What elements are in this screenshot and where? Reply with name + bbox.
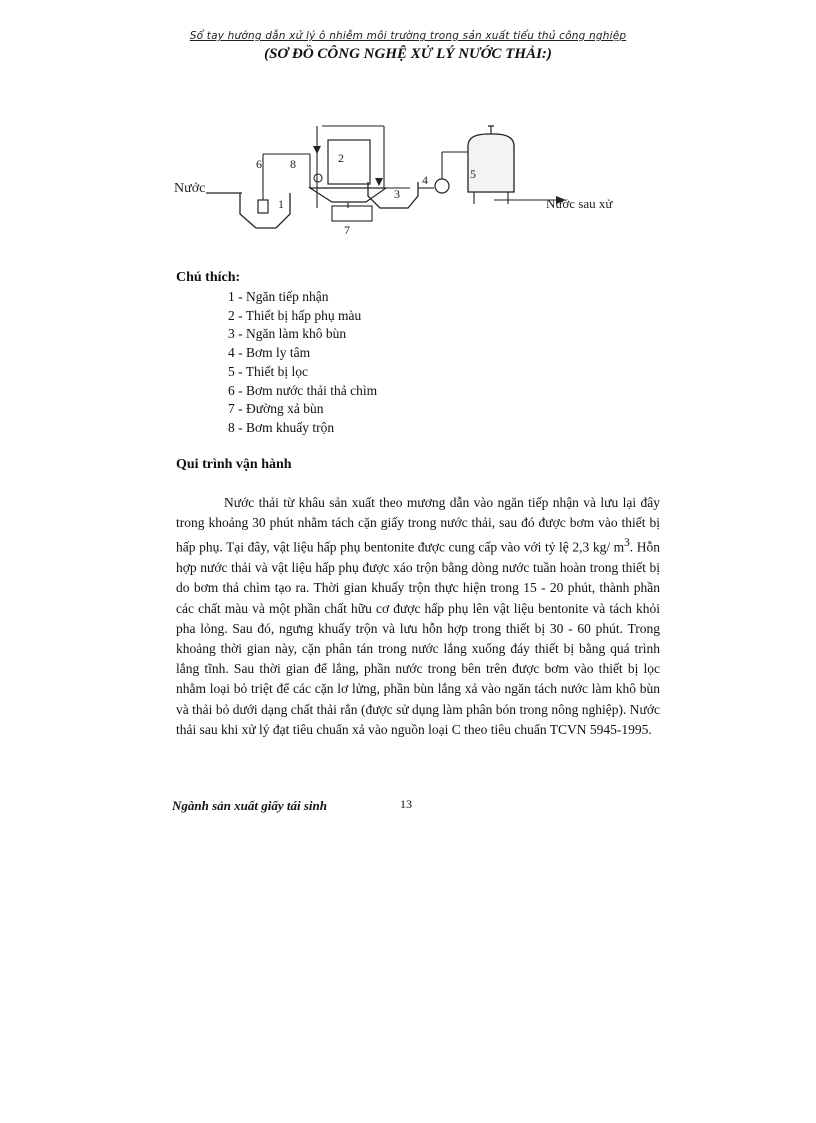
feed-arrow	[313, 146, 321, 154]
diagram-title: (SƠ ĐỒ CÔNG NGHỆ XỬ LÝ NƯỚC THẢI:)	[264, 46, 552, 62]
legend-item: 7 - Đường xả bùn	[228, 401, 324, 417]
legend-item: 5 - Thiết bị lọc	[228, 363, 308, 379]
process-diagram	[172, 96, 642, 242]
procedure-text-part-1: Nước thải từ khâu sản xuất theo mương dẫn vào ngăn tiếp nhận và lưu lại đây trong khoảng 30 phút nhằm tách cặn giấy trong nước thải, sau đó được bơm vào thiết bị hấp phụ. Tại đây, vật liệu hấp phụ bentonite được cung cấp vào với tỷ lệ 2,3 kg/ m	[176, 495, 660, 555]
diagram-number-4: 4	[422, 173, 428, 187]
procedure-title: Qui trình vận hành	[176, 457, 292, 472]
centrifugal-pump	[435, 179, 449, 193]
diagram-number-7: 7	[344, 223, 350, 237]
diagram-number-5: 5	[470, 167, 476, 181]
diagram-number-8: 8	[290, 157, 296, 171]
diagram-number-6: 6	[256, 157, 262, 171]
tank3-arrow	[375, 178, 383, 186]
submersible-pump	[258, 200, 268, 213]
legend-title: Chú thích:	[176, 270, 241, 285]
diagram-number-2: 2	[338, 151, 344, 165]
legend-item: 1 - Ngăn tiếp nhận	[228, 289, 329, 304]
page-number: 13	[400, 797, 412, 811]
legend-item: 6 - Bơm nước thải thả chìm	[228, 382, 378, 398]
adsorber-cone	[310, 188, 386, 202]
legend-item: 4 - Bơm ly tâm	[228, 345, 311, 361]
diagram-number-3: 3	[394, 187, 400, 201]
mixer-pump	[314, 174, 322, 182]
superscript-cubed: 3	[624, 537, 630, 550]
footer-title: Ngành sản xuất giấy tái sinh	[172, 798, 327, 813]
inlet-label: Nước	[174, 181, 206, 196]
diagram-number-1: 1	[278, 197, 284, 211]
outlet-label: Nước sau xử	[546, 196, 613, 211]
sludge-line	[332, 206, 372, 221]
legend-item: 2 - Thiết bị hấp phụ màu	[228, 307, 362, 323]
legend-list	[228, 288, 377, 438]
running-header: Sổ tay hướng dẫn xử lý ô nhiễm môi trường trong sản xuất tiểu thủ công nghiệp	[189, 30, 627, 42]
procedure-text-part-2: . Hỗn hợp nước thải và vật liệu hấp phụ được xáo trộn bằng dòng nước tuần hoàn trong thiết bị do bơm thả chìm tạo ra. Thời gian khuấy trộn thực hiện trong 15 - 20 phút, thành phần các chất màu và một phần chất hữu cơ được hấp phụ lên vật liệu bentonite và tách khỏi pha lỏng. Sau đó, ngưng khuấy trộn và lưu hỗn hợp trong thiết bị 30 - 60 phút. Trong khoảng thời gian này, cặn phân tán trong nước lắng xuống đáy thiết bị bằng quá trình lắng tĩnh. Sau thời gian để lắng, phần nước trong bên trên được bơm vào thiết bị lọc nhằm loại bỏ triệt để các cặn lơ lửng, phần bùn lắng xả vào ngăn tách nước làm khô bùn và thải bỏ dưới dạng chất thải rắn (được sử dụng làm phân bón trong nông nghiệp). Nước thải sau khi xử lý đạt tiêu chuẩn xả vào nguồn loại C theo tiêu chuẩn TCVN 5945-1995.	[176, 539, 661, 737]
legend-item: 8 - Bơm khuấy trộn	[228, 419, 335, 435]
filter-vessel	[468, 134, 514, 192]
procedure-paragraph	[176, 493, 660, 740]
adsorber-column	[328, 140, 370, 184]
legend-item: 3 - Ngăn làm khô bùn	[228, 326, 347, 342]
